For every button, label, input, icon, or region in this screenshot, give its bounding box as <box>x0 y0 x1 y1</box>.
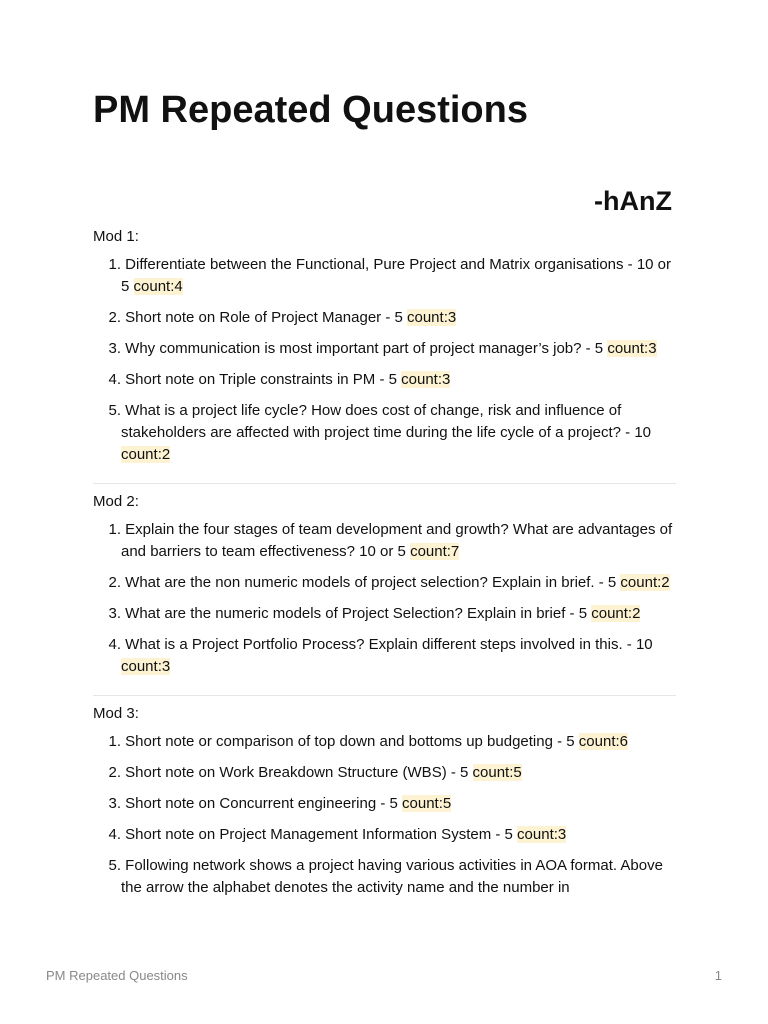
list-item <box>93 793 676 815</box>
item-text: Short note on Project Management Information System - 5 <box>125 826 518 843</box>
list-item <box>93 762 676 784</box>
item-text: What are the numeric models of Project Selection? Explain in brief - 5 <box>125 605 592 622</box>
item-text: Short note on Work Breakdown Structure (WBS) - 5 <box>125 764 473 781</box>
list-item <box>93 824 676 846</box>
question-list <box>93 254 676 466</box>
item-text: Short note on Role of Project Manager - 5 <box>125 309 407 326</box>
item-text: Explain the four stages of team development and growth? What are advantages of and barriers to team effectiveness? 10 or 5 <box>121 521 673 560</box>
item-number: 2. <box>108 764 121 781</box>
list-item <box>93 254 676 298</box>
list-item <box>93 338 676 360</box>
item-text: What are the non numeric models of project selection? Explain in brief. - 5 <box>125 574 621 591</box>
list-item <box>93 634 676 678</box>
item-text: Differentiate between the Functional, Pure Project and Matrix organisations - 10 or 5 <box>121 256 672 295</box>
item-number: 1. <box>108 521 121 538</box>
item-number: 3. <box>108 605 121 622</box>
count-highlight: count:5 <box>402 795 452 812</box>
section-mod-2 <box>93 493 676 696</box>
item-number: 5. <box>108 857 121 874</box>
footer-page-number: 1 <box>714 968 722 983</box>
item-text: Short note on Triple constraints in PM - 5 <box>125 371 402 388</box>
item-number: 2. <box>108 309 121 326</box>
section-heading: Mod 3: <box>93 705 139 722</box>
section-heading: Mod 2: <box>93 493 139 510</box>
list-item <box>93 855 676 899</box>
item-number: 3. <box>108 795 121 812</box>
list-item <box>93 369 676 391</box>
item-text: What is a Project Portfolio Process? Explain different steps involved in this. - 10 <box>125 636 653 653</box>
section-mod-1 <box>93 228 676 484</box>
footer-document-title: PM Repeated Questions <box>46 968 188 983</box>
item-number: 5. <box>108 402 121 419</box>
list-item <box>93 400 676 466</box>
item-text: Following network shows a project having various activities in AOA format. Above the arrow the alphabet denotes the activity name and the number in <box>121 857 663 896</box>
document-author: -hAnZ <box>594 186 672 216</box>
count-highlight: count:6 <box>578 733 629 750</box>
count-highlight: count:2 <box>620 574 670 591</box>
question-list <box>93 519 676 678</box>
item-number: 4. <box>108 371 121 388</box>
list-item <box>93 307 676 329</box>
count-highlight: count:3 <box>607 340 657 357</box>
document-title: PM Repeated Questions <box>93 89 528 131</box>
question-list <box>93 731 676 899</box>
list-item <box>93 519 676 563</box>
list-item <box>93 603 676 625</box>
section-mod-3 <box>93 705 676 916</box>
item-number: 3. <box>108 340 121 357</box>
count-highlight: count:2 <box>591 605 641 622</box>
count-highlight: count:2 <box>121 446 171 463</box>
item-number: 4. <box>108 826 121 843</box>
count-highlight: count:4 <box>133 278 183 295</box>
count-highlight: count:3 <box>401 371 451 388</box>
item-number: 4. <box>108 636 121 653</box>
item-number: 1. <box>108 256 121 273</box>
item-text: Why communication is most important part of project manager’s job? - 5 <box>125 340 608 357</box>
item-number: 1. <box>108 733 121 750</box>
item-number: 2. <box>108 574 121 591</box>
count-highlight: count:3 <box>517 826 567 843</box>
list-item <box>93 572 676 594</box>
count-highlight: count:5 <box>472 764 522 781</box>
count-highlight: count:3 <box>407 309 457 326</box>
item-text: Short note on Concurrent engineering - 5 <box>125 795 403 812</box>
document-content <box>93 228 676 925</box>
list-item <box>93 731 676 753</box>
item-text: Short note or comparison of top down and bottoms up budgeting - 5 <box>125 733 579 750</box>
item-text: What is a project life cycle? How does cost of change, risk and influence of stakeholders are affected with project time during the life cycle of a project? - 10 <box>121 402 652 441</box>
count-highlight: count:3 <box>121 658 171 675</box>
count-highlight: count:7 <box>410 543 460 560</box>
section-heading: Mod 1: <box>93 228 139 245</box>
